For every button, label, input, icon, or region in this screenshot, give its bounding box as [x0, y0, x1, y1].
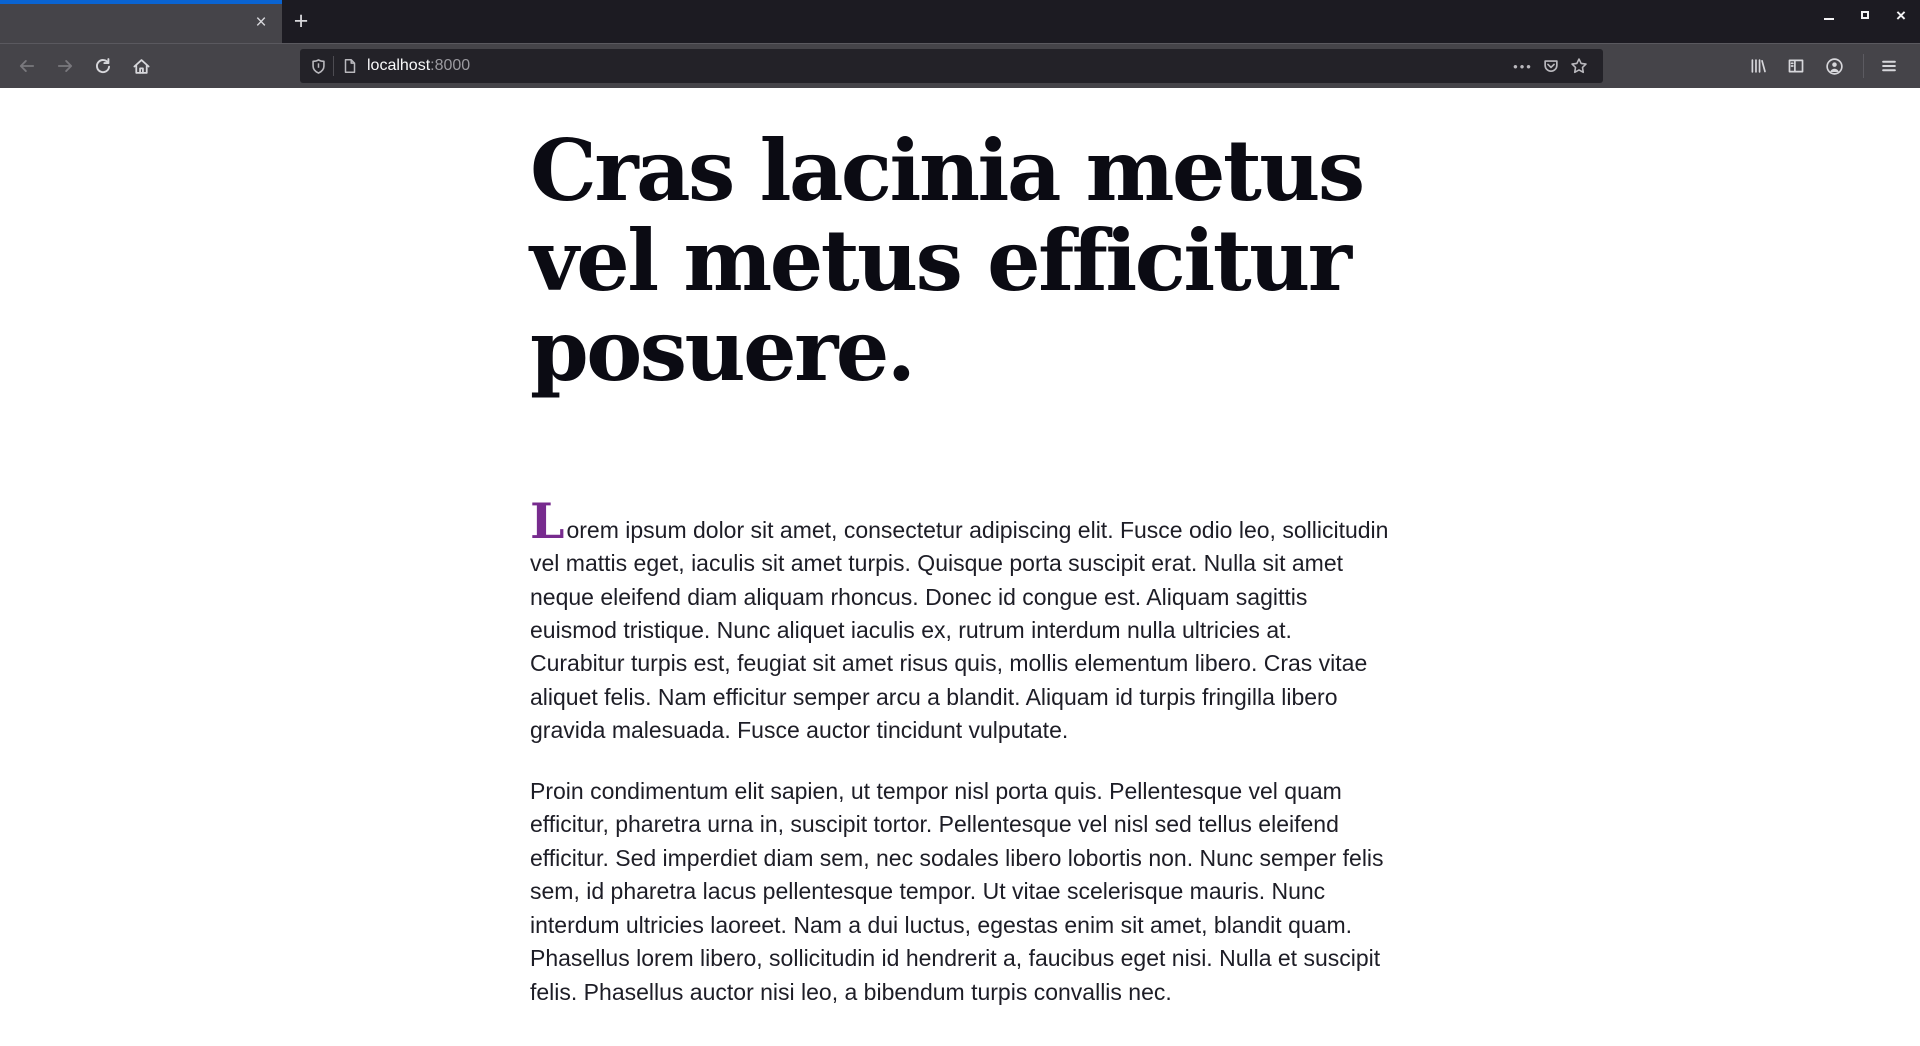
article	[530, 88, 1390, 1009]
bookmark-star-button[interactable]	[1565, 52, 1593, 80]
url-host: localhost	[367, 57, 431, 74]
pocket-icon	[1542, 57, 1560, 75]
window-close-button[interactable]	[1888, 2, 1914, 28]
forward-button[interactable]	[48, 50, 82, 82]
home-icon	[132, 57, 151, 76]
page-title: Cras lacinia metus vel metus efficitur posuere.	[530, 121, 1363, 400]
new-tab-button[interactable]: +	[293, 7, 309, 35]
navigation-toolbar	[0, 43, 1920, 88]
window-controls	[1816, 0, 1914, 30]
toolbar-separator	[1863, 54, 1864, 78]
url-text[interactable]	[367, 57, 470, 75]
close-icon: ×	[1896, 5, 1906, 25]
back-arrow-icon	[18, 57, 36, 75]
url-bar[interactable]	[300, 49, 1603, 83]
ellipsis-icon: •••	[1513, 58, 1533, 74]
reload-icon	[94, 57, 112, 75]
active-tab-accent-line	[0, 0, 282, 4]
maximize-icon	[1861, 11, 1869, 19]
tracking-protection-shield-icon[interactable]	[310, 58, 327, 75]
account-icon	[1825, 57, 1844, 76]
paragraph-2: Proin condimentum elit sapien, ut tempor nisl porta quis. Pellentesque vel quam efficitur, pharetra urna in, suscipit tortor. Pellentesque vel nisl sed tellus eleifend efficitur. Sed imperdiet diam sem, nec sodales libero lobortis non. Nunc semper felis sem, id pharetra lacus pellentesque tempor. Ut vitae scelerisque mauris. Nunc interdum ultricies laoreet. Nam a dui luctus, egestas enim sit amet, blandit quam. Phasellus lorem libero, sollicitudin id hendrerit a, faucibus eget nisi. Nulla et suscipit felis. Phasellus auctor nisi leo, a bibendum turpis convallis nec.	[530, 777, 1384, 1005]
library-icon	[1749, 57, 1767, 75]
sidebar-toggle-button[interactable]	[1779, 50, 1813, 82]
drop-cap: L	[530, 491, 565, 550]
account-button[interactable]	[1817, 50, 1851, 82]
star-icon	[1570, 57, 1588, 75]
menu-button[interactable]	[1872, 50, 1906, 82]
tab-bar	[0, 0, 1920, 43]
hamburger-icon	[1880, 57, 1898, 75]
reload-button[interactable]	[86, 50, 120, 82]
browser-tab[interactable]	[0, 0, 282, 43]
window-maximize-button[interactable]	[1852, 2, 1878, 28]
page-info-icon[interactable]	[342, 58, 358, 74]
forward-arrow-icon	[56, 57, 74, 75]
library-button[interactable]	[1741, 50, 1775, 82]
minimize-icon	[1824, 18, 1834, 20]
sidebar-icon	[1787, 57, 1805, 75]
paragraph-1	[530, 491, 1390, 748]
urlbar-separator	[333, 56, 334, 76]
back-button[interactable]	[10, 50, 44, 82]
window-minimize-button[interactable]	[1816, 2, 1842, 28]
url-port: :8000	[430, 57, 471, 74]
paragraph-1-text: orem ipsum dolor sit amet, consectetur adipiscing elit. Fusce odio leo, sollicitudin vel mattis eget, iaculis sit amet turpis. Quisque porta suscipit erat. Nulla sit amet neque eleifend diam aliquam rhoncus. Donec id congue est. Aliquam sagittis euismod tristique. Nunc aliquet iaculis ex, rutrum interdum nulla ultricies at. Curabitur turpis est, feugiat sit amet risus quis, mollis elementum libero. Cras vitae aliquet felis. Nam efficitur semper arcu a blandit. Aliquam id turpis fringilla libero gravida malesuada. Fusce auctor tincidunt vulputate.	[530, 516, 1389, 744]
save-to-pocket-button[interactable]	[1537, 52, 1565, 80]
home-button[interactable]	[124, 50, 158, 82]
page-actions-button[interactable]	[1509, 52, 1537, 80]
tab-close-icon[interactable]: ×	[255, 12, 267, 33]
page-content	[0, 88, 1920, 1046]
